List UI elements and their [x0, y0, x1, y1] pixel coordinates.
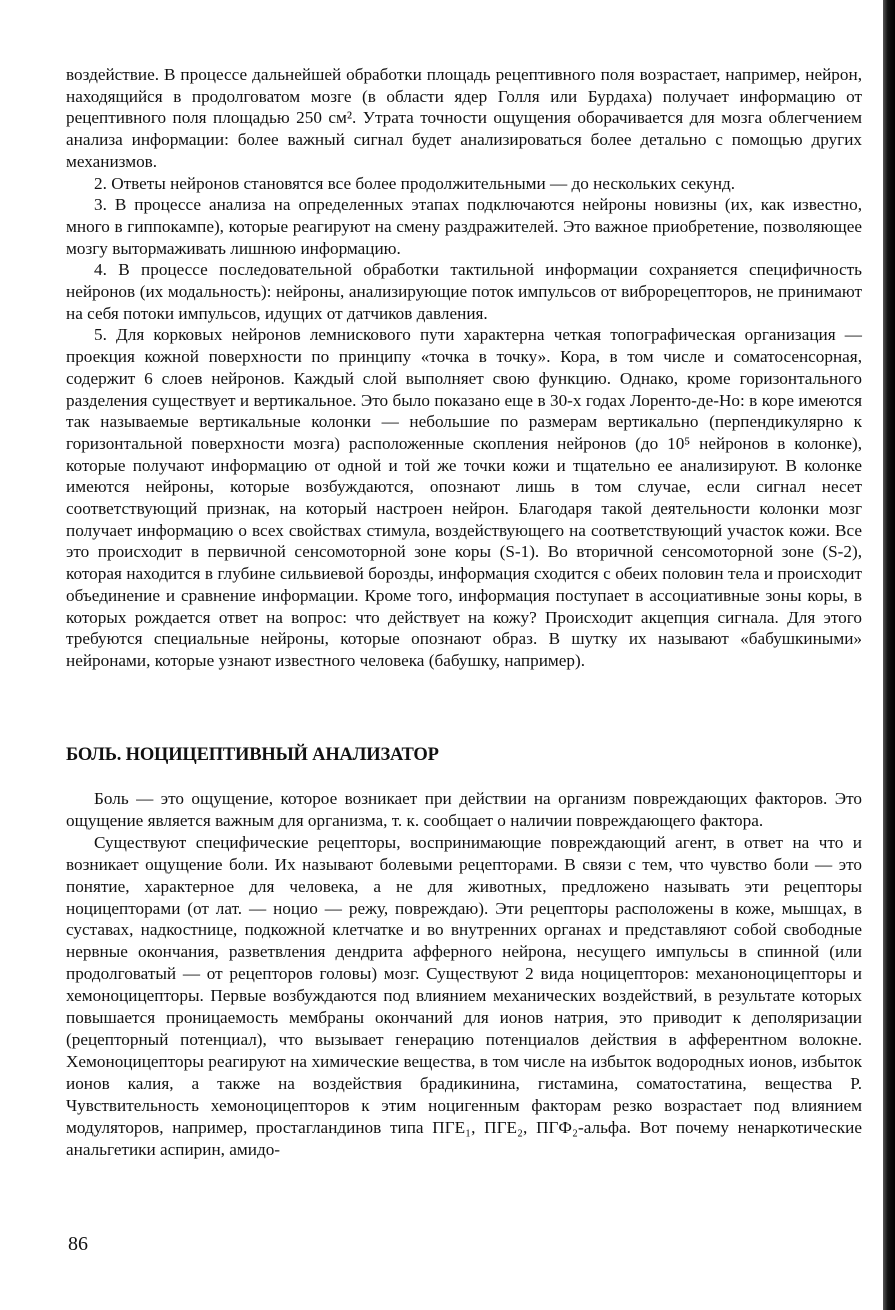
page-edge-shadow	[883, 0, 895, 1310]
paragraph-2: 2. Ответы нейронов становятся все более продолжительными — до нескольких секунд.	[94, 173, 736, 193]
page-number: 86	[68, 1233, 88, 1255]
paragraph-3: 3. В процессе анализа на определенных этапах подключаются нейроны новизны (их, как известно, много в гиппокампе), которые реагируют на смену раздражителей. Это важное приобретение, позволяющее мозгу вытормаживать лишнюю информацию.	[66, 195, 862, 258]
paragraph-4: 4. В процессе последовательной обработки тактильной информации сохраняется специфичность нейронов (их модальность): нейроны, анализирующие поток импульсов от виброрецепторов, не принимают на себя потоки импульсов, идущих от датчиков давления.	[66, 260, 862, 323]
body-text-section-1	[66, 64, 862, 672]
paragraph-pain-definition: Боль — это ощущение, которое возникает при действии на организм повреждающих факторов. Это ощущение является важным для организма, т. к. сообщает о наличии повреждающего фактора.	[66, 789, 862, 830]
section-heading: БОЛЬ. НОЦИЦЕПТИВНЫЙ АНАЛИЗАТОР	[66, 745, 439, 765]
paragraph-nociceptors: Существуют специфические рецепторы, воспринимающие повреждающий агент, в ответ на что и возникает ощущение боли. Их называют болевыми рецепторами. В связи с тем, что чувство боли — это понятие, характерное для человека, а не для животных, предложено называть эти рецепторы ноцицепторами (от лат. — ноцио — режу, повреждаю). Эти рецепторы расположены в коже, мышцах, в суставах, надкостнице, подкожной клетчатке и во внутренних органах и представляют собой свободные нервные окончания, разветвления дендрита афферного нейрона, несущего импульсы в спинной (или продолговатый — от рецепторов головы) мозг. Существуют 2 вида ноцицепторов: механоноцицепторы и хемоноцицепторы. Первые возбуждаются под влиянием механических воздействий, в результате которых повышается проницаемость мембраны окончаний для ионов натрия, это приводит к деполяризации (рецепторный потенциал), что вызывает генерацию потенциалов действия в афферентном волокне. Хемоноцицепторы реагируют на химические вещества, в том числе на избыток водородных ионов, избыток ионов калия, а также на воздействия брадикинина, гистамина, соматостатина, вещества Р. Чувствительность хемоноцицепторов к этим ноцигенным факторам резко возрастает под влиянием модуляторов, например, простагландинов типа ПГЕ₁, ПГЕ₂, ПГФ₂-альфа. Вот почему ненаркотические анальгетики аспирин, амидо-	[66, 832, 862, 1159]
paragraph-1: воздействие. В процессе дальнейшей обработки площадь рецептивного поля возрастает, например, нейрон, находящийся в продолговатом мозге (в области ядер Голля или Бурдаха) получает информацию от рецептивного поля площадью 250 см². Утрата точности ощущения оборачивается для мозга облегчением анализа информации: более важный сигнал будет анализироваться более детально с помощью других механизмов.	[66, 65, 862, 171]
body-text-section-2	[66, 788, 862, 1160]
paragraph-5: 5. Для корковых нейронов лемнискового пути характерна четкая топографическая организация — проекция кожной поверхности по принципу «точка в точку». Кора, в том числе и соматосенсорная, содержит 6 слоев нейронов. Каждый слой выполняет свою функцию. Однако, кроме горизонтального разделения существует и вертикальное. Это было показано еще в 30-х годах Лоренто-де-Но: в коре имеются так называемые вертикальные колонки — небольшие по размерам вертикально (перпендикулярно к горизонтальной поверхности мозга) расположенные скопления нейронов (до 10⁵ нейронов в колонке), которые получают информацию от одной и той же точки кожи и тщательно ее анализируют. В колонке имеются нейроны, которые возбуждаются, опознают лишь в том случае, если сигнал несет соответствующий признак, на который настроен нейрон. Благодаря такой деятельности колонки мозг получает информацию о всех свойствах стимула, воздействующего на соответствующий участок кожи. Все это происходит в первичной сенсомоторной зоне коры (S-1). Во вторичной сенсомоторной зоне (S-2), которая находится в глубине сильвиевой борозды, информация сходится с обеих половин тела и происходит объединение и сравнение информации. Кроме того, информация поступает в ассоциативные зоны коры, в которых рождается ответ на вопрос: что действует на кожу? Происходит акцепция сигнала. Для этого требуются специальные нейроны, которые опознают образ. В шутку их называют «бабушкиными» нейронами, которые узнают известного человека (бабушку, например).	[66, 325, 862, 670]
